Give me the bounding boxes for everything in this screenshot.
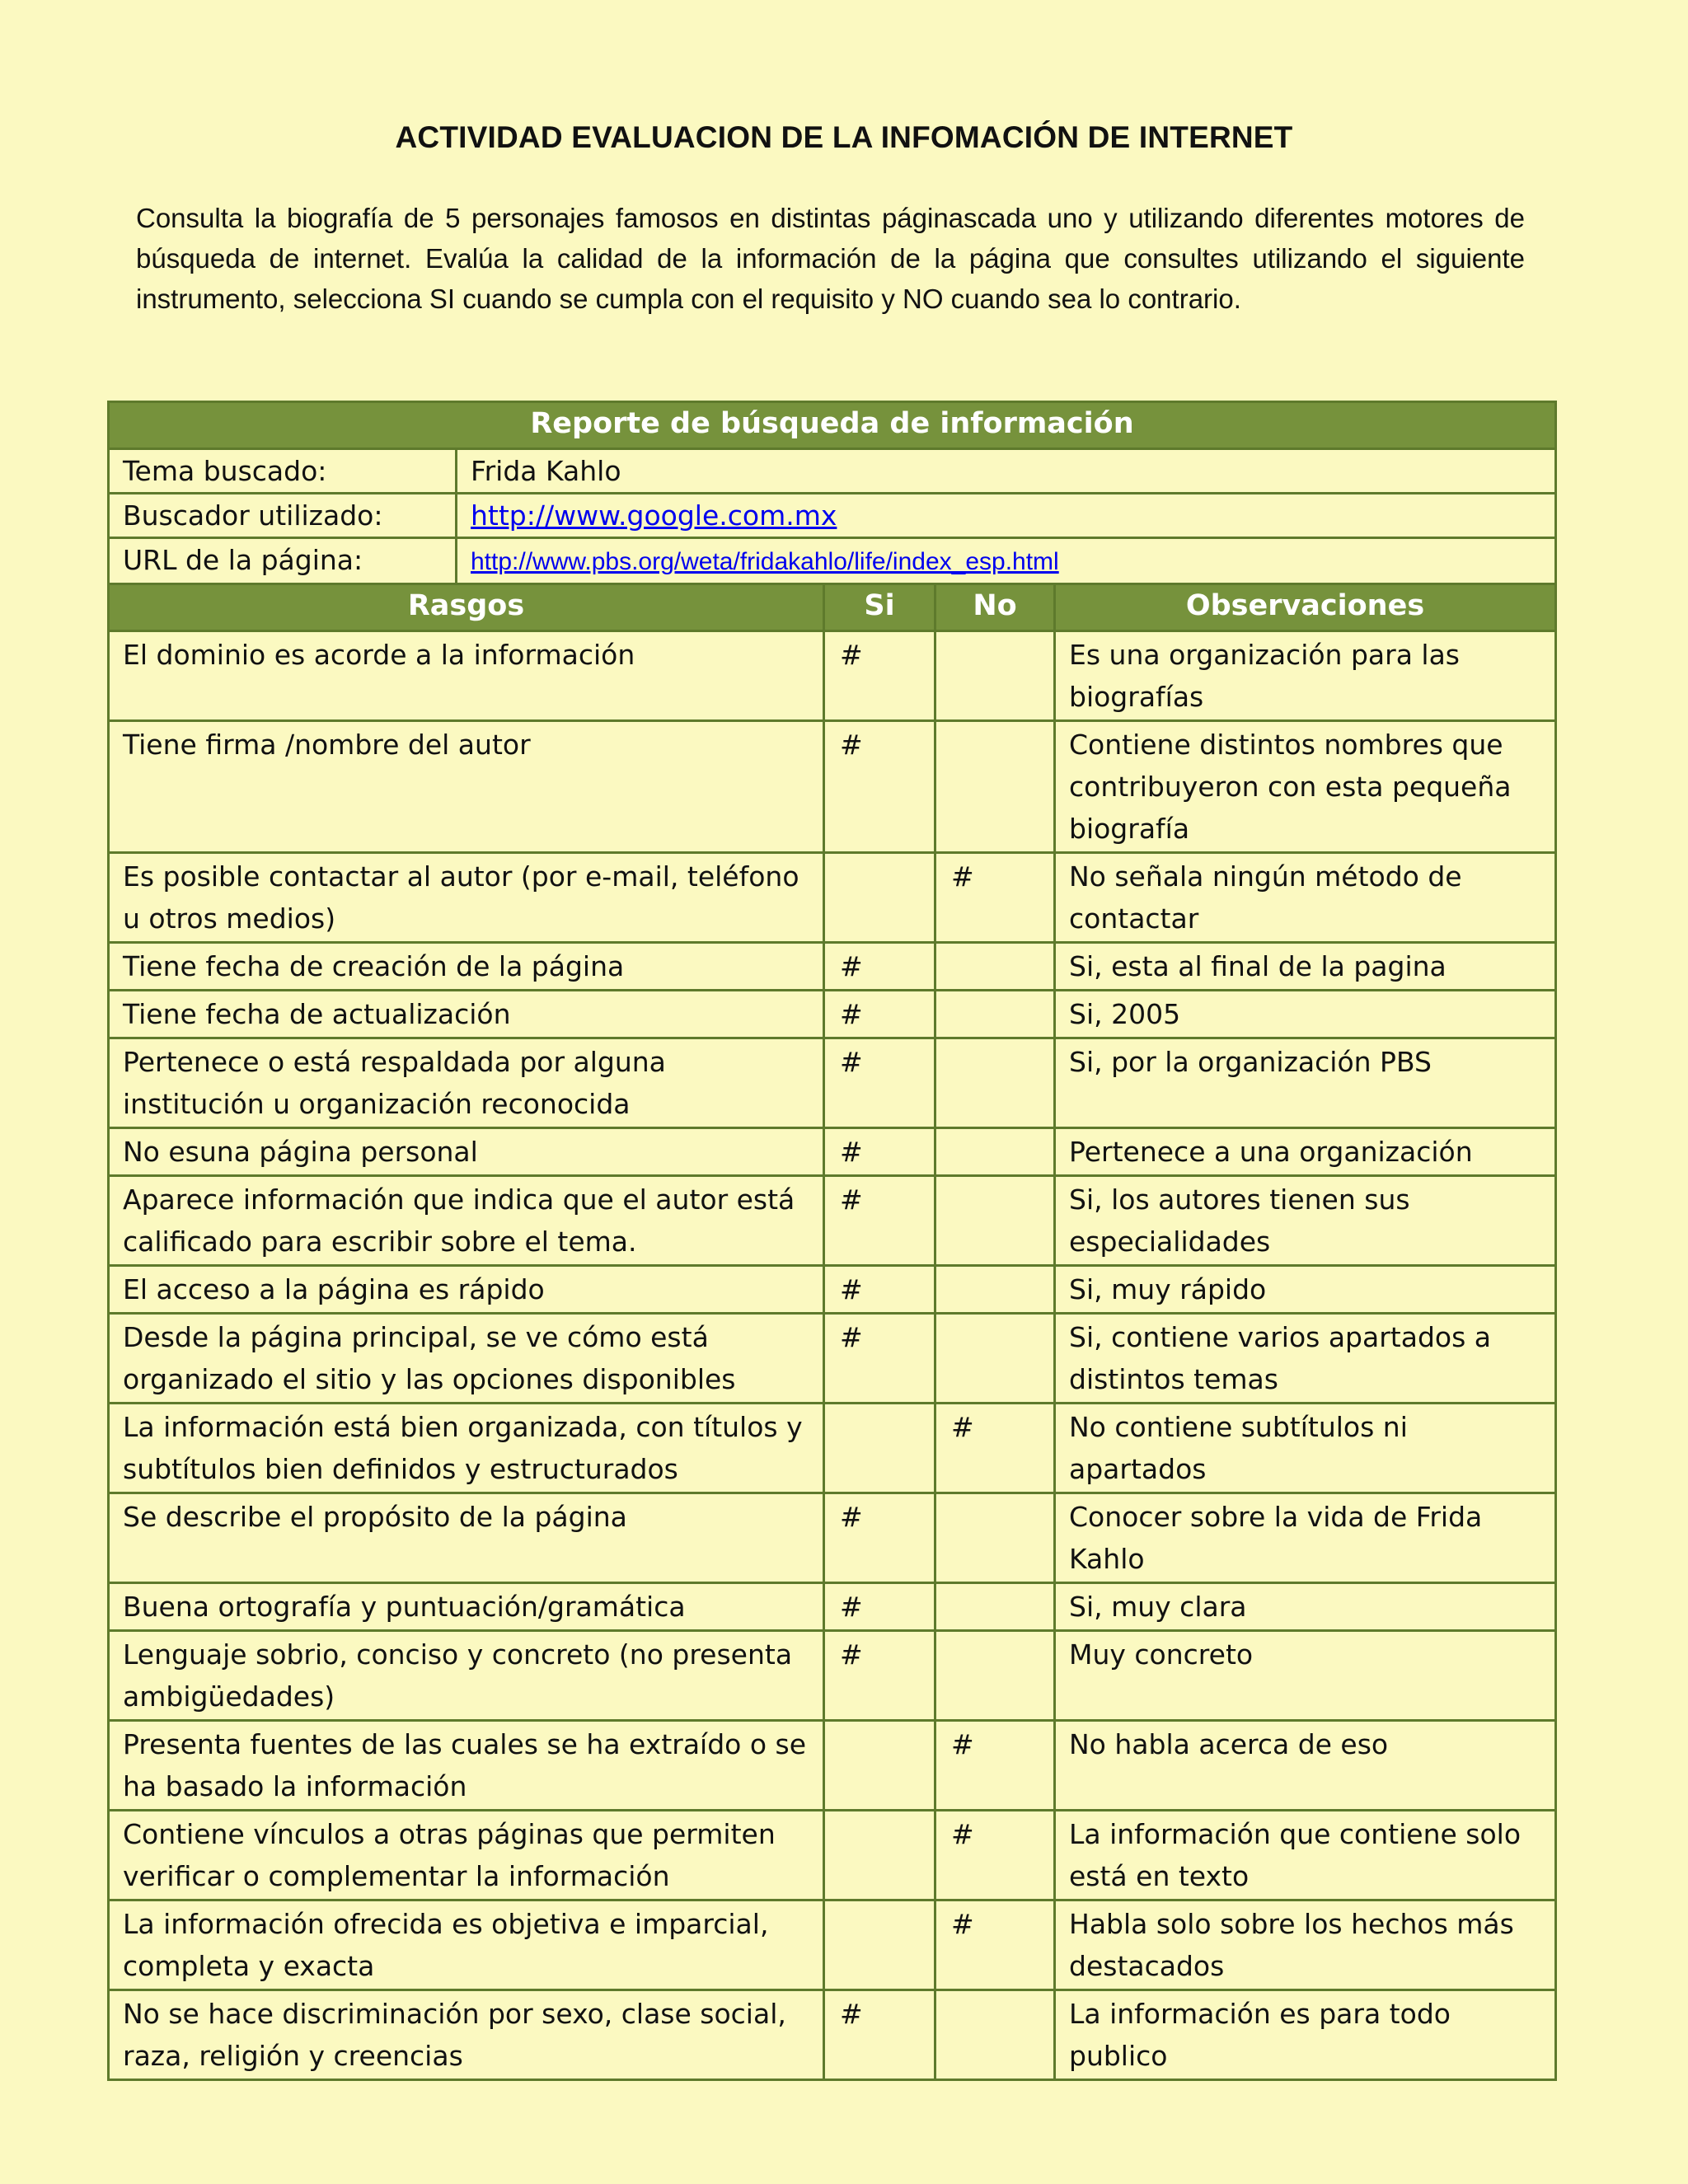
table-row (109, 1314, 1556, 1404)
si-cell: # (824, 991, 935, 1038)
table-row (109, 1721, 1556, 1811)
table-row (109, 1493, 1556, 1583)
no-cell (935, 991, 1055, 1038)
table-row (109, 1900, 1556, 1990)
observacion-cell: No contiene subtítulos ni apartados (1055, 1404, 1556, 1493)
observacion-cell: Si, esta al final de la pagina (1055, 943, 1556, 991)
observacion-cell: Habla solo sobre los hechos más destacados (1055, 1900, 1556, 1990)
observacion-cell: Si, los autores tienen sus especialidades (1055, 1176, 1556, 1266)
si-cell: # (824, 1128, 935, 1176)
si-cell (824, 1900, 935, 1990)
si-cell: # (824, 1493, 935, 1583)
no-cell: # (935, 1811, 1055, 1900)
no-cell (935, 1631, 1055, 1721)
no-cell: # (935, 1900, 1055, 1990)
rasgo-cell: Es posible contactar al autor (por e-mail, teléfono u otros medios) (109, 853, 824, 943)
report-header: Reporte de búsqueda de información (109, 402, 1556, 449)
no-cell (935, 1128, 1055, 1176)
page-title: ACTIVIDAD EVALUACION DE LA INFOMACIÓN DE INTERNET (395, 120, 1293, 154)
observacion-cell: No señala ningún método de contactar (1055, 853, 1556, 943)
observacion-cell: Contiene distintos nombres que contribuyeron con esta pequeña biografía (1055, 721, 1556, 853)
observacion-cell: Conocer sobre la vida de Frida Kahlo (1055, 1493, 1556, 1583)
table-row (109, 1404, 1556, 1493)
buscador-label: Buscador utilizado: (109, 494, 457, 538)
si-cell: # (824, 631, 935, 721)
table-row (109, 1990, 1556, 2080)
no-cell (935, 1176, 1055, 1266)
table-row (109, 1583, 1556, 1631)
no-cell (935, 943, 1055, 991)
si-cell (824, 1404, 935, 1493)
table-row (109, 1811, 1556, 1900)
url-cell (457, 538, 1556, 584)
buscador-row (109, 494, 1556, 538)
si-cell (824, 1811, 935, 1900)
buscador-link[interactable]: http://www.google.com.mx (471, 499, 837, 532)
si-cell: # (824, 1990, 935, 2080)
no-cell (935, 1493, 1055, 1583)
rasgo-cell: El dominio es acorde a la información (109, 631, 824, 721)
observacion-cell: Muy concreto (1055, 1631, 1556, 1721)
si-cell (824, 1721, 935, 1811)
table-row (109, 943, 1556, 991)
report-header-row (109, 402, 1556, 449)
rasgo-cell: Pertenece o está respaldada por alguna institución u organización reconocida (109, 1038, 824, 1128)
table-row (109, 1176, 1556, 1266)
intro-paragraph: Consulta la biografía de 5 personajes famosos en distintas páginascada uno y utilizando diferentes motores de búsqueda de internet. Evalúa la calidad de la información de la página que consultes utilizando el siguiente instrumento, selecciona SI cuando se cumpla con el requisito y NO cuando sea lo contrario. (136, 203, 1525, 314)
si-cell: # (824, 1583, 935, 1631)
observacion-cell: Si, 2005 (1055, 991, 1556, 1038)
si-cell: # (824, 1176, 935, 1266)
col-header-observaciones: Observaciones (1055, 584, 1556, 631)
si-cell: # (824, 1038, 935, 1128)
table-row (109, 991, 1556, 1038)
tema-row (109, 449, 1556, 494)
col-header-no: No (935, 584, 1055, 631)
rasgo-cell: Tiene fecha de actualización (109, 991, 824, 1038)
rasgo-cell: No se hace discriminación por sexo, clase social, raza, religión y creencias (109, 1990, 824, 2080)
rasgo-cell: No esuna página personal (109, 1128, 824, 1176)
rasgo-cell: Se describe el propósito de la página (109, 1493, 824, 1583)
tema-label: Tema buscado: (109, 449, 457, 494)
table-row (109, 1266, 1556, 1314)
observacion-cell: Si, muy rápido (1055, 1266, 1556, 1314)
rasgo-cell: El acceso a la página es rápido (109, 1266, 824, 1314)
url-label: URL de la página: (109, 538, 457, 584)
rasgo-cell: Presenta fuentes de las cuales se ha extraído o se ha basado la información (109, 1721, 824, 1811)
column-header-row (109, 584, 1556, 631)
report-table (107, 401, 1557, 2081)
observacion-cell: La información es para todo publico (1055, 1990, 1556, 2080)
table-row (109, 1631, 1556, 1721)
si-cell: # (824, 721, 935, 853)
rasgo-cell: Tiene firma /nombre del autor (109, 721, 824, 853)
no-cell: # (935, 853, 1055, 943)
rasgo-cell: Aparece información que indica que el autor está calificado para escribir sobre el tema. (109, 1176, 824, 1266)
si-cell: # (824, 943, 935, 991)
evaluation-rows (109, 631, 1556, 2080)
col-header-rasgos: Rasgos (109, 584, 824, 631)
tema-value: Frida Kahlo (457, 449, 1556, 494)
table-row (109, 721, 1556, 853)
si-cell (824, 853, 935, 943)
rasgo-cell: Buena ortografía y puntuación/gramática (109, 1583, 824, 1631)
table-row (109, 1128, 1556, 1176)
rasgo-cell: Lenguaje sobrio, conciso y concreto (no presenta ambigüedades) (109, 1631, 824, 1721)
no-cell (935, 1990, 1055, 2080)
rasgo-cell: La información ofrecida es objetiva e imparcial, completa y exacta (109, 1900, 824, 1990)
url-link[interactable]: http://www.pbs.org/weta/fridakahlo/life/index_esp.html (471, 548, 1059, 575)
no-cell: # (935, 1721, 1055, 1811)
no-cell (935, 1266, 1055, 1314)
observacion-cell: Si, muy clara (1055, 1583, 1556, 1631)
table-row (109, 631, 1556, 721)
si-cell: # (824, 1314, 935, 1404)
rasgo-cell: La información está bien organizada, con títulos y subtítulos bien definidos y estructurados (109, 1404, 824, 1493)
url-row (109, 538, 1556, 584)
buscador-cell (457, 494, 1556, 538)
observacion-cell: La información que contiene solo está en texto (1055, 1811, 1556, 1900)
no-cell (935, 631, 1055, 721)
no-cell: # (935, 1404, 1055, 1493)
col-header-si: Si (824, 584, 935, 631)
si-cell: # (824, 1266, 935, 1314)
si-cell: # (824, 1631, 935, 1721)
observacion-cell: Si, por la organización PBS (1055, 1038, 1556, 1128)
table-row (109, 1038, 1556, 1128)
no-cell (935, 1583, 1055, 1631)
observacion-cell: Es una organización para las biografías (1055, 631, 1556, 721)
observacion-cell: Pertenece a una organización (1055, 1128, 1556, 1176)
report-table-wrapper (107, 401, 1554, 2081)
table-row (109, 853, 1556, 943)
no-cell (935, 1314, 1055, 1404)
rasgo-cell: Desde la página principal, se ve cómo está organizado el sitio y las opciones disponibles (109, 1314, 824, 1404)
observacion-cell: Si, contiene varios apartados a distintos temas (1055, 1314, 1556, 1404)
rasgo-cell: Contiene vínculos a otras páginas que permiten verificar o complementar la información (109, 1811, 824, 1900)
rasgo-cell: Tiene fecha de creación de la página (109, 943, 824, 991)
no-cell (935, 721, 1055, 853)
no-cell (935, 1038, 1055, 1128)
observacion-cell: No habla acerca de eso (1055, 1721, 1556, 1811)
